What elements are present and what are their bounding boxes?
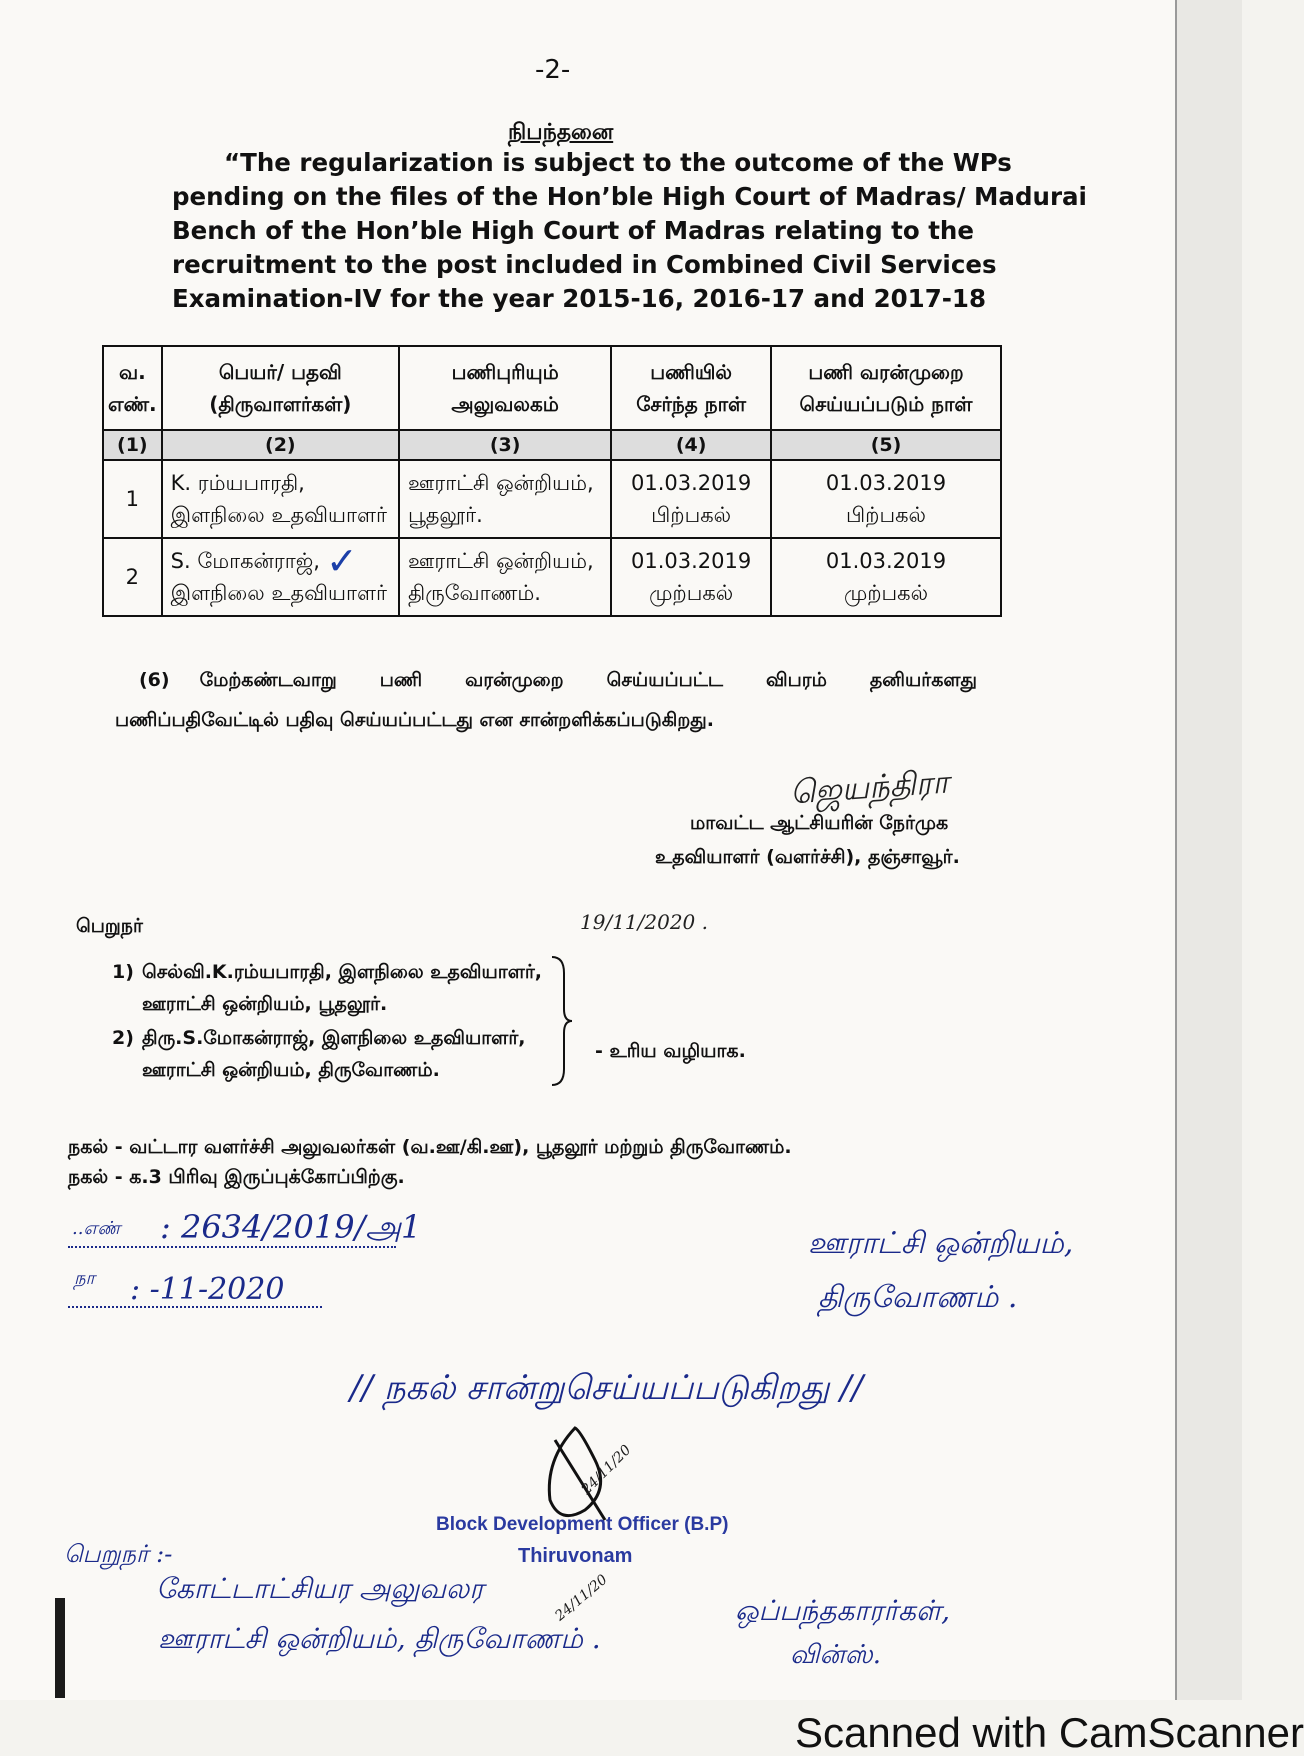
- regularization-table: [102, 345, 1002, 617]
- condition-line: pending on the files of the Hon’ble High Court of Madras/ Madurai: [172, 182, 1087, 211]
- cell-join-date: 01.03.2019 முற்பகல்: [611, 538, 771, 616]
- header-join-date: பணியில் சேர்ந்த நாள்: [611, 346, 771, 430]
- table-row: [103, 538, 1001, 616]
- column-number: (3): [399, 430, 611, 460]
- to-label: பெறுநர் :-: [64, 1540, 173, 1568]
- signatory-office: உதவியாளர் (வளர்ச்சி), தஞ்சாவூர்.: [655, 846, 960, 868]
- stamp-line-1: Block Development Officer (B.P): [436, 1514, 729, 1535]
- tick-mark-icon: ✓: [325, 539, 358, 583]
- column-number: (2): [162, 430, 399, 460]
- brace-icon: [550, 955, 572, 1087]
- ref-underline: [68, 1246, 396, 1248]
- cell-reg-date: 01.03.2019 பிற்பகல்: [771, 460, 1001, 538]
- cell-name: S. மோகன்ராஜ், ✓ இளநிலை உதவியாளர்: [162, 538, 399, 616]
- clause-line-2: பணிப்பதிவேட்டில் பதிவு செய்யப்பட்டது என சான்றளிக்கப்படுகிறது.: [115, 709, 714, 731]
- attestation-note: // நகல் சான்றுசெய்யப்படுகிறது //: [350, 1368, 864, 1408]
- header-name: பெயர்/ பதவி (திருவாளர்கள்): [162, 346, 399, 430]
- right-hand-2: வின்ஸ்.: [790, 1640, 881, 1670]
- table-header-row: [103, 346, 1001, 430]
- ref-label: ..எண்: [72, 1218, 121, 1239]
- signed-date: 19/11/2020 .: [580, 910, 708, 934]
- condition-text: [172, 146, 1087, 316]
- to-line-1: கோட்டாட்சியர அலுவலர: [156, 1572, 484, 1605]
- copy-line: நகல் - வட்டார வளர்ச்சி அலுவலர்கள் (வ.ஊ/கி.ஊ), பூதலூர் மற்றும் திருவோணம்.: [68, 1136, 792, 1158]
- cell-office: ஊராட்சி ஒன்றியம், திருவோணம்.: [399, 538, 611, 616]
- page-number: -2-: [535, 55, 571, 85]
- recipient-1: 1) செல்வி.K.ரம்யபாரதி, இளநிலை உதவியாளர், ஊராட்சி ஒன்றியம், பூதலூர்.: [112, 961, 542, 1015]
- table-row: [103, 460, 1001, 538]
- camscanner-watermark: Scanned with CamScanner: [795, 1709, 1304, 1756]
- via-note: - உரிய வழியாக.: [595, 1040, 746, 1062]
- column-number: (5): [771, 430, 1001, 460]
- initials-date: 24/11/20: [578, 1442, 635, 1498]
- to-line-2: ஊராட்சி ஒன்றியம், திருவோணம் .: [158, 1622, 601, 1655]
- cell-sno: 2: [103, 538, 162, 616]
- clause-line-1: (6) மேற்கண்டவாறு பணி வரன்முறை செய்யப்பட்ட விபரம் தனியர்களது: [139, 669, 977, 691]
- cell-reg-date: 01.03.2019 முற்பகல்: [771, 538, 1001, 616]
- right-hand-1: ஒப்பந்தகாரர்கள்,: [735, 1594, 951, 1627]
- small-date: 24/11/20: [552, 1571, 611, 1625]
- condition-line: “The regularization is subject to the outcome of the WPs: [224, 148, 1012, 177]
- copy-line: நகல் - க.3 பிரிவு இருப்புக்கோப்பிற்கு.: [68, 1166, 405, 1188]
- cell-office: ஊராட்சி ஒன்றியம், பூதலூர்.: [399, 460, 611, 538]
- recipient-2: 2) திரு.S.மோகன்ராஜ், இளநிலை உதவியாளர், ஊராட்சி ஒன்றியம், திருவோணம்.: [112, 1027, 526, 1081]
- signatory-designation: மாவட்ட ஆட்சியரின் நேர்முக: [690, 812, 949, 834]
- condition-heading: நிபந்தனை: [508, 120, 614, 145]
- header-sno: வ. எண்.: [103, 346, 162, 430]
- condition-line: Examination-IV for the year 2015-16, 2016-17 and 2017-18: [172, 284, 987, 313]
- signature: ஜெயந்திரா: [788, 762, 951, 812]
- stamp-line-2: Thiruvonam: [518, 1545, 633, 1567]
- condition-line: Bench of the Hon’ble High Court of Madras relating to the: [172, 216, 974, 245]
- cell-join-date: 01.03.2019 பிற்பகல்: [611, 460, 771, 538]
- column-number: (4): [611, 430, 771, 460]
- ref-number: : 2634/2019/அ1: [160, 1208, 422, 1246]
- column-number: (1): [103, 430, 162, 460]
- scan-edge-left: [55, 1598, 65, 1698]
- clause-6: [115, 660, 977, 740]
- date-underline: [68, 1306, 322, 1308]
- condition-line: recruitment to the post included in Combined Civil Services: [172, 250, 997, 279]
- office-hand-1: ஊராட்சி ஒன்றியம்,: [808, 1226, 1074, 1261]
- office-hand-2: திருவோணம் .: [818, 1280, 1018, 1315]
- date-label: நா: [74, 1268, 95, 1289]
- recipients-label: பெறுநர்: [76, 915, 143, 937]
- date-value: : -11-2020: [130, 1272, 285, 1307]
- column-number-row: [103, 430, 1001, 460]
- header-reg-date: பணி வரன்முறை செய்யப்படும் நாள்: [771, 346, 1001, 430]
- header-office: பணிபுரியும் அலுவலகம்: [399, 346, 611, 430]
- scan-edge: [1175, 0, 1242, 1700]
- cell-sno: 1: [103, 460, 162, 538]
- cell-name: K. ரம்யபாரதி, இளநிலை உதவியாளர்: [162, 460, 399, 538]
